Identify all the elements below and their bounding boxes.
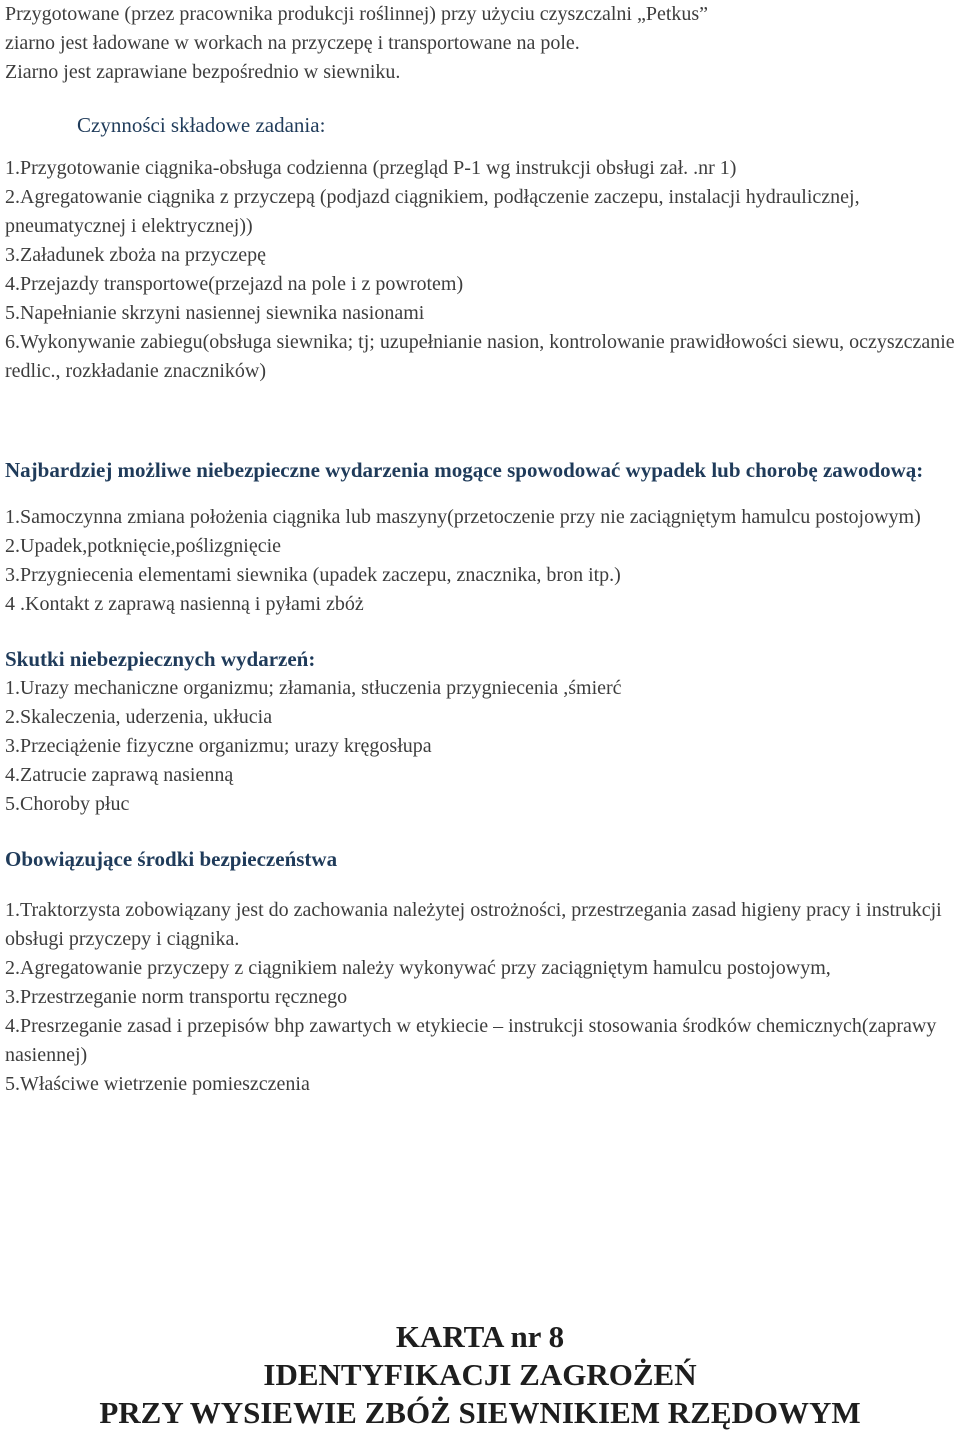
- card-subheading: PRZY WYSIEWIE ZBÓŻ SIEWNIKIEM RZĘDOWYM: [99, 1395, 861, 1430]
- list-item: 4.Zatrucie zaprawą nasienną: [5, 764, 234, 786]
- effects-list: [5, 674, 955, 819]
- hazards-title: Najbardziej możliwe niebezpieczne wydarzenia mogące spowodować wypadek lub chorobę zawodową:: [5, 458, 924, 482]
- effects-title: Skutki niebezpiecznych wydarzeń:: [5, 647, 316, 671]
- card-heading: IDENTYFIKACJI ZAGROŻEŃ: [263, 1357, 697, 1392]
- list-item: 5.Choroby płuc: [5, 793, 130, 815]
- list-item: 1.Samoczynna zmiana położenia ciągnika lub maszyny(przetoczenie przy nie zaciągniętym hamulcu postojowym): [5, 506, 921, 528]
- list-item: 2.Skaleczenia, uderzenia, ukłucia: [5, 706, 273, 728]
- list-item: 2.Agregatowanie przyczepy z ciągnikiem należy wykonywać przy zaciągniętym hamulcu postojowym,: [5, 957, 831, 979]
- list-item: 2.Upadek,potknięcie,poślizgnięcie: [5, 535, 282, 557]
- list-item: 1.Urazy mechaniczne organizmu; złamania, stłuczenia przygniecenia ,śmierć: [5, 677, 622, 699]
- list-item: 3.Przeciążenie fizyczne organizmu; urazy kręgosłupa: [5, 735, 432, 757]
- list-item: 4.Presrzeganie zasad i przepisów bhp zawartych w etykiecie – instrukcji stosowania środków chemicznych(zaprawy nasiennej): [5, 1015, 937, 1066]
- list-item: 3.Przestrzeganie norm transportu ręcznego: [5, 986, 348, 1008]
- card-number: KARTA nr 8: [395, 1319, 565, 1354]
- document-page: [5, 0, 955, 1099]
- intro-line: ziarno jest ładowane w workach na przyczepę i transportowane na pole.: [5, 32, 580, 54]
- tasks-list: [5, 154, 955, 386]
- list-item: 1.Traktorzysta zobowiązany jest do zachowania należytej ostrożności, przestrzegania zasad higieny pracy i instrukcji obsługi przyczepy i ciągnika.: [5, 899, 942, 950]
- list-item: 3.Przygniecenia elementami siewnika (upadek zaczepu, znacznika, bron itp.): [5, 564, 621, 586]
- list-item: 4.Przejazdy transportowe(przejazd na pole i z powrotem): [5, 273, 464, 295]
- intro-line: Ziarno jest zaprawiane bezpośrednio w siewniku.: [5, 61, 401, 83]
- measures-title: Obowiązujące środki bezpieczeństwa: [5, 847, 338, 871]
- list-item: 1.Przygotowanie ciągnika-obsługa codzienna (przegląd P-1 wg instrukcji obsługi zał. .nr 1): [5, 157, 737, 179]
- list-item: 3.Załadunek zboża na przyczepę: [5, 244, 266, 266]
- tasks-title: Czynności składowe zadania:: [77, 113, 326, 137]
- intro-paragraph: [5, 0, 955, 87]
- list-item: 5.Napełnianie skrzyni nasiennej siewnika nasionami: [5, 302, 425, 324]
- measures-list: [5, 896, 955, 1099]
- list-item: 6.Wykonywanie zabiegu(obsługa siewnika; tj; uzupełnianie nasion, kontrolowanie prawidłowości siewu, oczyszczanie redlic., rozkładanie znaczników): [5, 331, 955, 382]
- hazards-list: [5, 503, 955, 619]
- list-item: 2.Agregatowanie ciągnika z przyczepą (podjazd ciągnikiem, podłączenie zaczepu, instalacji hydraulicznej, pneumatycznej i elektrycznej)): [5, 186, 860, 237]
- intro-line: Przygotowane (przez pracownika produkcji roślinnej) przy użyciu czyszczalni „Petkus”: [5, 3, 709, 25]
- list-item: 4 .Kontakt z zaprawą nasienną i pyłami zbóż: [5, 593, 364, 615]
- card-title-block: [0, 1318, 960, 1432]
- list-item: 5.Właściwe wietrzenie pomieszczenia: [5, 1073, 310, 1095]
